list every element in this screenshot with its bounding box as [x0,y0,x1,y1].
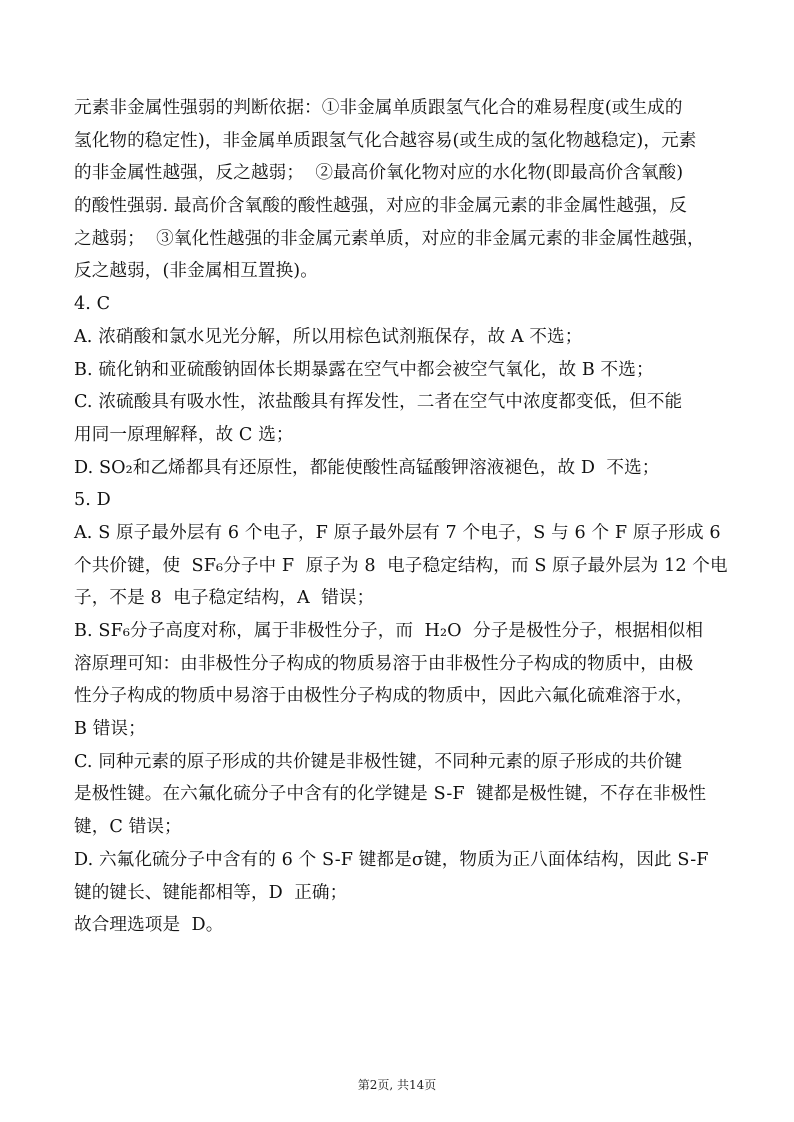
option-explanation-d: D. 六氟化硫分子中含有的 6 个 S-F 键都是σ键，物质为正八面体结构，因此 S-F [74,849,709,870]
text-line: 的非金属性越强，反之越弱； ②最高价氧化物对应的水化物(即最高价含氧酸) [74,163,684,184]
text-line: 键，C 错误； [74,817,182,838]
question-answer-heading: 5. D [74,490,111,511]
option-explanation-c: C. 浓硫酸具有吸水性，浓盐酸具有挥发性，二者在空气中浓度都变低，但不能 [74,392,683,413]
text-line: 是极性键。在六氟化硫分子中含有的化学键是 S-F 键都是极性键，不存在非极性 [74,784,707,805]
text-line: 键的键长、键能都相等，D 正确； [74,882,348,903]
text-line: B 错误； [74,719,146,740]
option-explanation-c: C. 同种元素的原子形成的共价键是非极性键，不同种元素的原子形成的共价键 [74,751,683,772]
text-line: 性分子构成的物质中易溶于由极性分子构成的物质中，因此六氟化硫难溶于水， [74,686,694,707]
document-body [74,92,728,942]
page-number-footer [0,1076,794,1093]
text-line: 用同一原理解释，故 C 选； [74,424,294,445]
text-line: 反之越弱，(非金属相互置换)。 [74,261,318,282]
text-line: 元素非金属性强弱的判断依据：①非金属单质跟氢气化合的难易程度(或生成的 [74,98,683,118]
question-answer-heading: 4. C [74,294,111,315]
option-explanation-b: B. SF₆分子高度对称，属于非极性分子，而 H₂O 分子是极性分子，根据相似相 [74,621,704,641]
option-explanation-a: A. S 原子最外层有 6 个电子，F 原子最外层有 7 个电子，S 与 6 个 F 原子形成 6 [74,522,721,543]
text-line: 个共价键，使 SF₆分子中 F 原子为 8 电子稳定结构，而 S 原子最外层为 12 个电 [74,555,728,576]
text-line: 之越弱； ③氧化性越强的非金属元素单质，对应的非金属元素的非金属性越强， [74,228,705,249]
text-line: 的酸性强弱. 最高价含氧酸的酸性越强，对应的非金属元素的非金属性越强，反 [74,196,687,217]
text-line: 子，不是 8 电子稳定结构，A 错误； [74,588,375,609]
option-explanation-d: D. SO₂和乙烯都具有还原性，都能使酸性高锰酸钾溶液褪色，故 D 不选； [74,457,660,478]
text-line: 氢化物的稳定性)，非金属单质跟氢气化合越容易(或生成的氢化物越稳定)，元素 [74,130,697,151]
option-explanation-a: A. 浓硝酸和氯水见光分解，所以用棕色试剂瓶保存，故 A 不选； [74,326,583,347]
text-line: 溶原理可知：由非极性分子构成的物质易溶于由非极性分子构成的物质中，由极 [74,653,694,674]
page-number-label: 第2页, 共14页 [357,1078,437,1092]
conclusion-line: 故合理选项是 D。 [74,915,224,936]
option-explanation-b: B. 硫化钠和亚硫酸钠固体长期暴露在空气中都会被空气氧化，故 B 不选； [74,359,654,380]
